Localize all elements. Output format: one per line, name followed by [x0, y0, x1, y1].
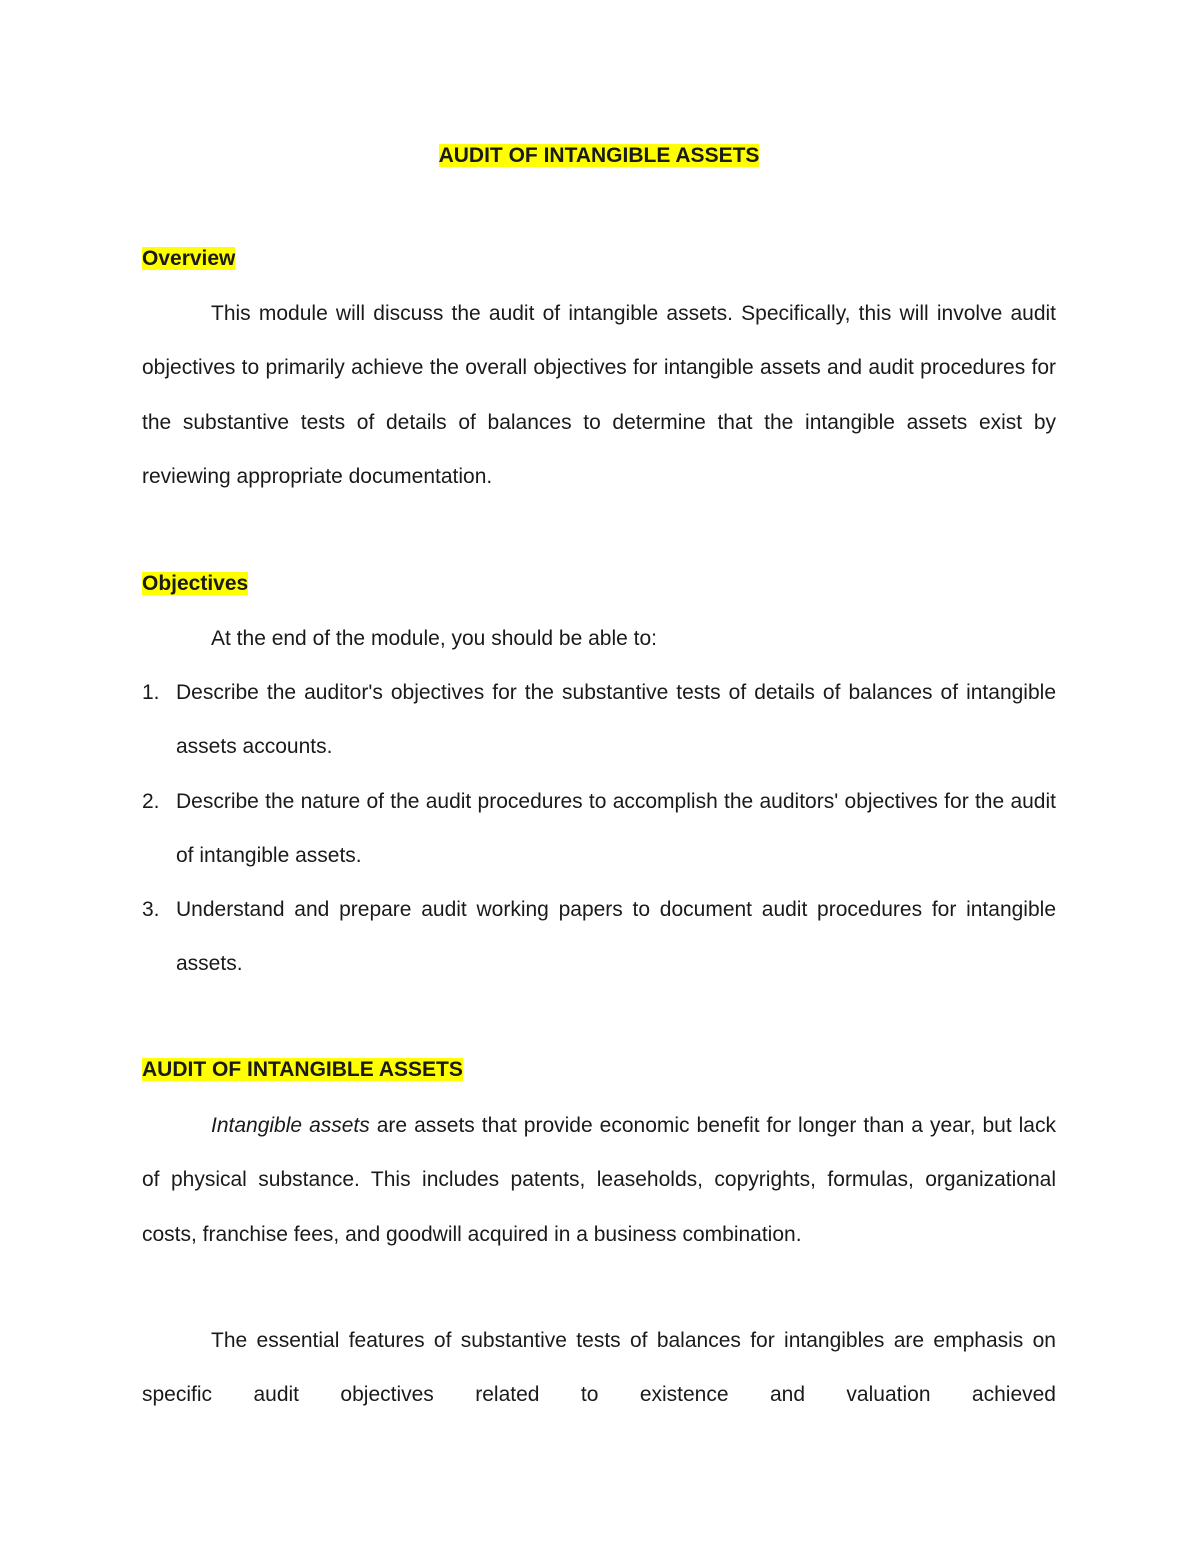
list-item-number: 1. — [142, 681, 160, 704]
section-heading — [142, 1055, 463, 1085]
section-heading-text: AUDIT OF INTANGIBLE ASSETS — [142, 1058, 463, 1081]
objectives-intro: At the end of the module, you should be able to: — [211, 627, 657, 650]
list-item — [142, 883, 1056, 992]
intangible-term: Intangible assets — [211, 1114, 370, 1137]
list-item-text: Describe the auditor's objectives for the substantive tests of details of balances of intangible assets accounts. — [176, 681, 1056, 759]
objectives-list — [142, 666, 1056, 992]
page-title — [142, 141, 1056, 171]
list-item — [142, 666, 1056, 775]
overview-paragraph: This module will discuss the audit of intangible assets. Specifically, this will involve audit objectives to primarily achieve the overall objectives for intangible assets and audit procedures for the substantive tests of details of balances to determine that the intangible assets exist by reviewing appropriate documentation. — [142, 302, 1056, 488]
page-title-text: AUDIT OF INTANGIBLE ASSETS — [438, 144, 760, 167]
overview-heading-text: Overview — [142, 247, 236, 270]
substantive-tests-paragraph: The essential features of substantive tests of balances for intangibles are emphasis on specific audit objectives related to existence and valuation achieved — [142, 1329, 1056, 1407]
intangible-definition-paragraph — [142, 1099, 1056, 1262]
objectives-heading — [142, 569, 248, 599]
list-item — [142, 775, 1056, 884]
list-item-text: Describe the nature of the audit procedures to accomplish the auditors' objectives for the audit of intangible assets. — [176, 789, 1056, 867]
list-item-number: 2. — [142, 789, 160, 813]
intangible-definition-text: are assets that provide economic benefit for longer than a year, but lack of physical substance. This includes patents, leaseholds, copyrights, formulas, organizational costs, franchise fees, and goodwill acquired in a business combination. — [142, 1114, 1056, 1246]
list-item-text: Understand and prepare audit working papers to document audit procedures for intangible assets. — [176, 898, 1056, 976]
objectives-heading-text: Objectives — [142, 572, 249, 595]
overview-heading — [142, 244, 235, 274]
list-item-number: 3. — [142, 898, 160, 922]
